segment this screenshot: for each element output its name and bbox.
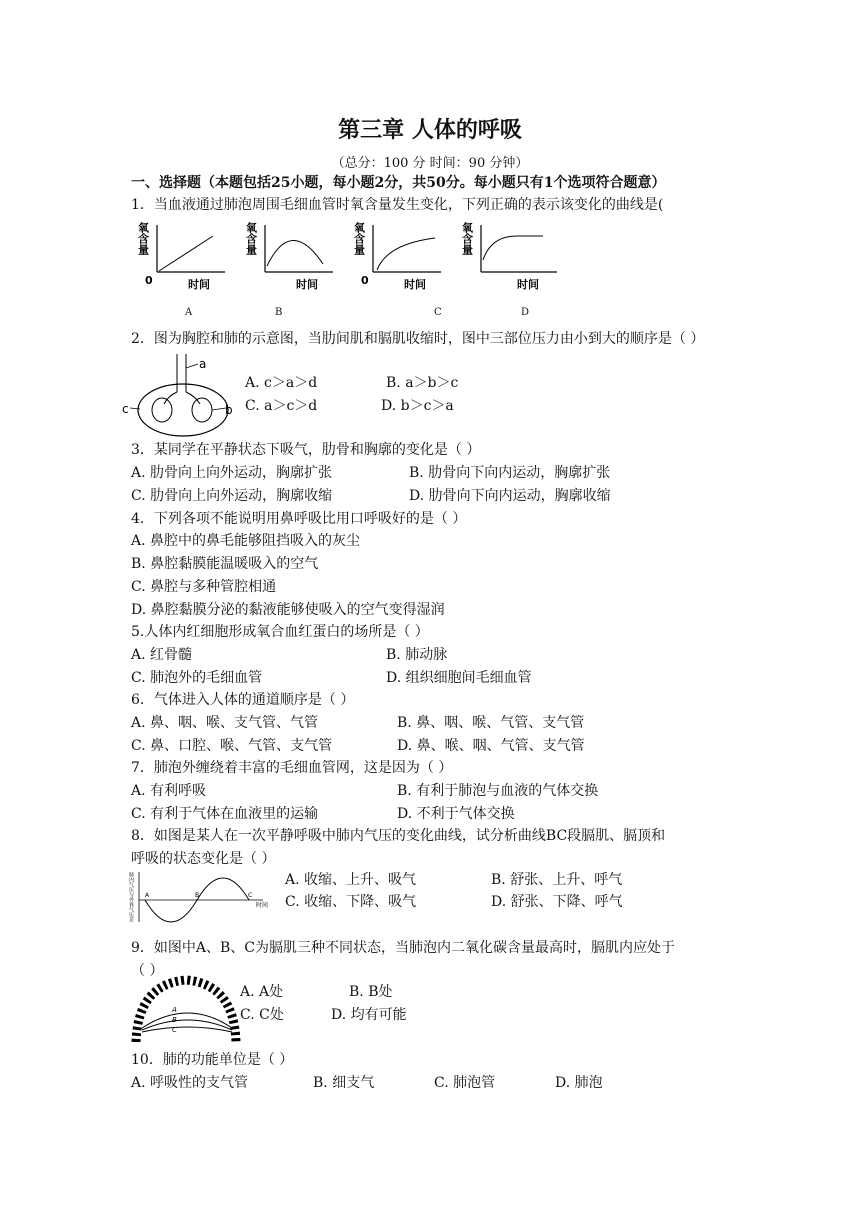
q3-stem: 3．某同学在平静状态下吸气，肋骨和胸廓的变化是（ ）: [131, 442, 481, 458]
q9-label-a: A: [172, 1006, 177, 1014]
q5-stem: 5.人体内红细胞形成氧合血红蛋白的场所是（ ）: [131, 624, 429, 640]
q8-ylabel: 肺内气压与外界气压差: [128, 872, 134, 922]
q1-a-curve: [159, 236, 213, 271]
q1-d-curve: [483, 236, 543, 260]
q4-option-b[interactable]: B. 鼻腔黏膜能温暖吸入的空气: [131, 556, 319, 572]
q6-stem: 6．气体进入人体的通道顺序是（ ）: [131, 692, 355, 708]
q1-b-ylabel: 氧含量: [244, 222, 258, 255]
q1-c-xlabel: 时间: [404, 278, 426, 291]
q8-pressure-curve: [128, 872, 281, 924]
q6-option-a[interactable]: A. 鼻、咽、喉、支气管、气管: [131, 715, 319, 731]
q1-a-xlabel: 时间: [188, 278, 210, 291]
q8-option-b[interactable]: B. 舒张、上升、呼气: [491, 872, 623, 888]
q3-option-c[interactable]: C. 肋骨向上向外运动，胸廓收缩: [131, 488, 333, 504]
q1-label-c: C: [434, 307, 442, 318]
q7-stem: 7．肺泡外缠绕着丰富的毛细血管网，这是因为（ ）: [131, 760, 453, 776]
q9-label-c: C: [172, 1026, 177, 1034]
q1-d-xlabel: 时间: [517, 278, 539, 291]
q2-option-b[interactable]: B. a＞b＞c: [386, 375, 459, 391]
q8-xlabel: 时间: [256, 902, 269, 909]
page-title: 第三章 人体的呼吸: [338, 118, 522, 143]
q1-graph-b: [244, 222, 341, 297]
q2-thorax-diagram: [122, 352, 243, 442]
q8-stem-line2: 呼吸的状态变化是（ ）: [131, 851, 276, 867]
q2-option-d[interactable]: D. b＞c＞a: [381, 398, 454, 414]
q4-option-c[interactable]: C. 鼻腔与多种管腔相通: [131, 579, 277, 595]
q10-option-a[interactable]: A. 呼吸性的支气管: [131, 1075, 249, 1091]
q1-graph-d: [460, 222, 562, 297]
q2-label-a: a: [199, 357, 207, 371]
q7-option-a[interactable]: A. 有利呼吸: [131, 783, 207, 799]
q10-option-b[interactable]: B. 细支气: [313, 1075, 375, 1091]
q1-graph-a: [136, 222, 233, 297]
q4-option-d[interactable]: D. 鼻腔黏膜分泌的黏液能够使吸入的空气变得湿润: [131, 602, 445, 618]
q2-option-c[interactable]: C. a＞c＞d: [245, 398, 318, 414]
q9-diaphragm-diagram: [128, 976, 238, 1044]
q7-option-b[interactable]: B. 有利于肺泡与血液的气体交换: [397, 783, 599, 799]
q8-option-c[interactable]: C. 收缩、下降、吸气: [285, 894, 417, 910]
q1-a-origin: 0: [145, 274, 153, 287]
q1-label-d: D: [521, 307, 530, 318]
q9-stem-line1: 9．如图中A、B、C为膈肌三种不同状态，当肺泡内二氧化碳含量最高时，膈肌内应处于: [131, 940, 676, 956]
q1-a-ylabel: 氧含量: [136, 222, 150, 255]
q2-option-a[interactable]: A. c＞a＞d: [245, 375, 318, 391]
q6-option-b[interactable]: B. 鼻、咽、喉、气管、支气管: [397, 715, 585, 731]
q5-option-c[interactable]: C. 肺泡外的毛细血管: [131, 670, 263, 686]
q10-stem: 10．肺的功能单位是（ ）: [131, 1052, 294, 1068]
q3-option-d[interactable]: D. 肋骨向下向内运动，胸廓收缩: [409, 488, 611, 504]
q2-label-c: c: [122, 402, 129, 416]
q1-c-curve: [377, 238, 435, 270]
section-heading: 一、选择题（本题包括25小题，每小题2分，共50分。每小题只有1个选项符合题意）: [131, 175, 666, 191]
q6-option-c[interactable]: C. 鼻、口腔、喉、气管、支气管: [131, 738, 333, 754]
q10-option-c[interactable]: C. 肺泡管: [434, 1075, 496, 1091]
q9-option-a[interactable]: A. A处: [240, 984, 284, 1000]
q9-option-d[interactable]: D. 均有可能: [331, 1007, 407, 1023]
q2-stem: 2．图为胸腔和肺的示意图，当肋间肌和膈肌收缩时，图中三部位压力由小到大的顺序是（ ）: [131, 331, 705, 347]
q2-label-b: b: [225, 403, 233, 417]
q8-option-d[interactable]: D. 舒张、下降、呼气: [491, 894, 623, 910]
q8-option-a[interactable]: A. 收缩、上升、吸气: [285, 872, 417, 888]
q8-point-b: B: [195, 892, 200, 899]
q1-c-origin: 0: [361, 274, 369, 287]
q1-d-ylabel: 氧含量: [460, 222, 474, 255]
q9-option-b[interactable]: B. B处: [349, 984, 393, 1000]
page-subtitle: （总分：100 分 时间：90 分钟）: [331, 156, 529, 171]
q1-stem: 1．当血液通过肺泡周围毛细血管时氧含量发生变化，下列正确的表示该变化的曲线是(: [131, 197, 664, 213]
q7-option-d[interactable]: D. 不利于气体交换: [397, 806, 515, 822]
q9-stem-line2: （ ）: [131, 963, 164, 979]
q9-option-c[interactable]: C. C处: [240, 1007, 284, 1023]
q1-b-xlabel: 时间: [296, 278, 318, 291]
q9-label-b: B: [172, 1016, 177, 1024]
q10-option-d[interactable]: D. 肺泡: [555, 1075, 603, 1091]
q7-option-c[interactable]: C. 有利于气体在血液里的运输: [131, 806, 319, 822]
q8-point-a: A: [145, 892, 150, 899]
q4-option-a[interactable]: A. 鼻腔中的鼻毛能够阻挡吸入的灰尘: [131, 533, 361, 549]
q3-option-a[interactable]: A. 肋骨向上向外运动，胸廓扩张: [131, 465, 333, 481]
q1-b-curve: [267, 240, 323, 266]
q1-c-ylabel: 氧含量: [352, 222, 366, 255]
q1-graph-c: [352, 222, 449, 297]
q3-option-b[interactable]: B. 肋骨向下向内运动，胸廓扩张: [409, 465, 611, 481]
q4-stem: 4．下列各项不能说明用鼻呼吸比用口呼吸好的是（ ）: [131, 511, 467, 527]
q5-option-b[interactable]: B. 肺动脉: [386, 647, 448, 663]
q8-stem-line1: 8．如图是某人在一次平静呼吸中肺内气压的变化曲线，试分析曲线BC段膈肌、膈顶和: [131, 828, 666, 844]
q8-point-c: C: [248, 892, 253, 899]
q1-label-a: A: [185, 307, 193, 318]
q5-option-d[interactable]: D. 组织细胞间毛细血管: [386, 670, 532, 686]
q6-option-d[interactable]: D. 鼻、喉、咽、气管、支气管: [397, 738, 585, 754]
q1-label-b: B: [275, 307, 283, 318]
q5-option-a[interactable]: A. 红骨髓: [131, 647, 193, 663]
